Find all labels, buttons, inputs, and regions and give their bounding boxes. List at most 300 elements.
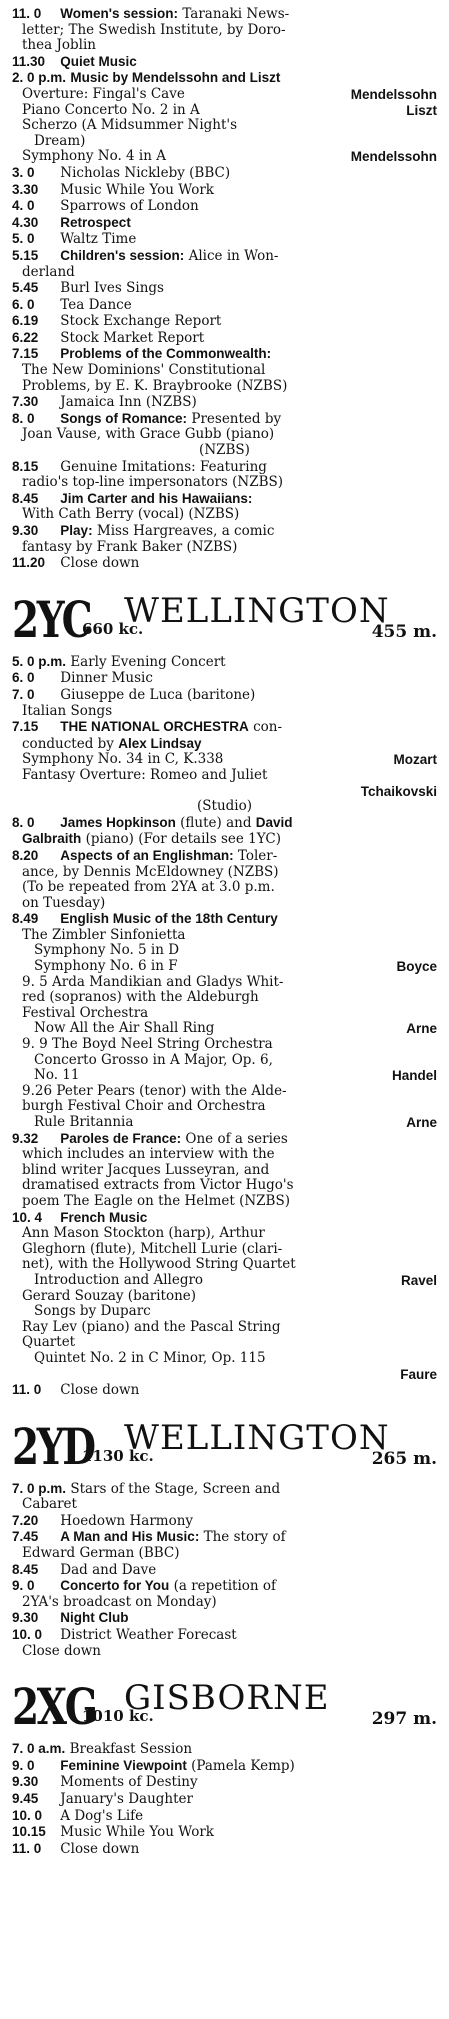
listing-line [12, 1021, 437, 1037]
listing-line-body [12, 1578, 276, 1594]
programme-text: burgh Festival Choir and Orchestra [22, 1099, 266, 1115]
programme-text: Stock Market Report [60, 329, 205, 346]
listing-line [12, 1644, 437, 1660]
listing-line [12, 555, 437, 572]
listing-time: 6.22 [12, 329, 39, 345]
listing-line-body [12, 1741, 192, 1757]
programme-text: Symphony No. 34 in C, K.338 [22, 752, 224, 768]
listing-line-body [34, 1021, 214, 1037]
listing-line [12, 134, 437, 150]
programme-text: Nicholas Nickleby (BBC) [60, 164, 231, 181]
listing-line-body [34, 1273, 203, 1289]
listing-line-body [22, 1595, 217, 1610]
listing-line-body [34, 1068, 79, 1084]
listing-line-body [12, 280, 164, 296]
listing-line [12, 523, 437, 540]
listing-time: 5.15 [12, 247, 39, 263]
listing-line [12, 103, 437, 119]
listing-line [12, 1481, 437, 1498]
programme-text: Close down [22, 1643, 102, 1659]
listing-line [12, 654, 437, 671]
listing-line [12, 1741, 437, 1758]
programme-text: Symphony No. 6 in F [34, 959, 178, 975]
listing-line [12, 280, 437, 297]
programme-text: thea Joblin [22, 38, 96, 54]
listing-line [12, 831, 437, 848]
listing-line [12, 1273, 437, 1289]
listing-line [12, 313, 437, 330]
listing-line-body [34, 1053, 273, 1068]
listing-line-body [22, 38, 96, 53]
composer-name: Mendelssohn [350, 86, 437, 102]
listing-line [12, 346, 437, 363]
listing-line [12, 87, 437, 103]
listing-time: 10.15 [12, 1824, 46, 1840]
listing-line-body [12, 911, 278, 927]
listing-time: 7.30 [12, 394, 39, 410]
listing-line [12, 1610, 437, 1627]
listing-line [12, 815, 437, 832]
listing-line [12, 990, 437, 1006]
programme-text: Music While You Work [60, 1824, 214, 1841]
listing-line-body [12, 815, 293, 831]
listing-line-body [12, 491, 252, 507]
listing-line-body [22, 1242, 282, 1257]
listing-line-body [34, 1115, 133, 1131]
programme-text: Giuseppe de Luca (baritone) [60, 686, 256, 703]
listing-time: 7. 0 p.m. [12, 1480, 67, 1496]
listing-line [12, 1808, 437, 1825]
listing-line [12, 1758, 437, 1775]
listing-line-body [22, 427, 274, 442]
listing-line-body [22, 1147, 275, 1162]
listing-line [12, 736, 437, 753]
listing-line [12, 1627, 437, 1644]
programme-title: Women's session: [60, 6, 179, 21]
listing-line-body [34, 959, 178, 975]
listing-line [12, 1320, 437, 1336]
programme-text: conducted by [22, 735, 114, 752]
station-city: WELLINGTON [124, 590, 390, 631]
programme-text: Piano Concerto No. 2 in A [22, 102, 200, 118]
listing-time: 8.45 [12, 1561, 39, 1577]
listing-line-body [12, 248, 278, 264]
programme-text: The New Dominions' Constitutional [22, 363, 266, 379]
listing-line [12, 394, 437, 411]
programme-title: Play: [60, 523, 93, 538]
listing-line-body [22, 540, 237, 555]
listing-line-body [12, 687, 255, 703]
programme-text: Concerto Grosso in A Major, Op. 6, [34, 1052, 273, 1068]
listing-line [12, 507, 437, 523]
listing-time: 2. 0 p.m. [12, 70, 67, 86]
programme-text: ance, by Dennis McEldowney (NZBS) [22, 864, 279, 880]
listing-line [12, 799, 437, 815]
listing-section-top [12, 6, 437, 572]
listing-line-body [22, 1320, 281, 1335]
listing-line [12, 1497, 437, 1513]
programme-text: (Studio) [197, 799, 252, 815]
listing-time: 7.20 [12, 1512, 39, 1528]
listing-line [12, 1304, 437, 1320]
listing-time: 8.15 [12, 458, 39, 474]
listing-line-body [22, 1546, 180, 1561]
station-call-sign: 2YC [12, 589, 91, 649]
programme-title: Concerto for You [60, 1578, 170, 1594]
listing-time: 9. 0 [12, 1578, 35, 1594]
listing-line-body [12, 1758, 295, 1774]
programme-text: The story of [203, 1529, 286, 1546]
listing-line [12, 1578, 437, 1595]
composer-name: Liszt [406, 102, 437, 118]
programme-title: Paroles de France: [60, 1130, 182, 1146]
listing-line-body [12, 1774, 198, 1790]
listing-section-2yd [12, 1481, 437, 1660]
listing-line-body [22, 1099, 266, 1114]
listing-line-body [12, 654, 226, 670]
listing-line [12, 880, 437, 896]
programme-text: Italian Songs [22, 703, 113, 719]
listing-line [12, 1068, 437, 1084]
listing-line-body [22, 149, 166, 165]
programme-text: With Cath Berry (vocal) (NZBS) [22, 507, 240, 523]
programme-title: English Music of the 18th Century [60, 911, 278, 927]
composer-name: Faure [400, 1366, 437, 1382]
programme-text: Burl Ives Sings [60, 280, 164, 297]
listing-time: 3. 0 [12, 164, 35, 180]
listing-line [12, 1367, 437, 1383]
listing-time: 8. 0 [12, 410, 35, 426]
listing-line-body [12, 1562, 156, 1578]
listing-line-body [22, 975, 283, 990]
listing-line [12, 1242, 437, 1258]
programme-text: letter; The Swedish Institute, by Doro- [22, 22, 286, 38]
programme-text: Overture: Fingal's Cave [22, 86, 185, 102]
programme-title: Jim Carter and his Hawaiians: [60, 490, 253, 506]
listing-line-body [22, 752, 223, 768]
programme-text: January's Daughter [60, 1791, 193, 1807]
programme-title: Galbraith [22, 831, 82, 847]
listing-line [12, 1178, 437, 1194]
listing-time: 7.15 [12, 346, 39, 362]
listing-line-body [12, 1481, 280, 1497]
composer-name: Ravel [400, 1272, 437, 1288]
programme-text: Dad and Dave [60, 1561, 157, 1578]
listing-line [12, 297, 437, 314]
station-city: WELLINGTON [124, 1417, 390, 1458]
listing-line [12, 670, 437, 687]
programme-title: A Man and His Music: [60, 1529, 200, 1545]
listing-time: 11. 0 [12, 1840, 42, 1856]
listing-line-body [22, 103, 200, 119]
listing-time: 6. 0 [12, 670, 35, 686]
listing-line-body [12, 313, 221, 329]
listing-line [12, 975, 437, 991]
programme-text: (a repetition of [173, 1578, 277, 1595]
composer-name: Arne [406, 1021, 437, 1037]
listing-time: 8.45 [12, 490, 39, 506]
listing-line-body [12, 330, 204, 346]
programme-text: net), with the Hollywood String Quartet [22, 1257, 296, 1273]
listing-line [12, 928, 437, 944]
programme-text: fantasy by Frank Baker (NZBS) [22, 539, 238, 555]
programme-title: Problems of the Commonwealth: [60, 346, 272, 362]
listing-line [12, 265, 437, 281]
listing-time: 3.30 [12, 181, 39, 197]
listing-line-body [12, 670, 153, 686]
listing-line [12, 959, 437, 975]
listing-line-body [22, 1335, 75, 1350]
listing-line [12, 1131, 437, 1148]
listing-line [12, 6, 437, 23]
listing-line-body [12, 1627, 237, 1643]
listing-line [12, 1147, 437, 1163]
listing-time: 5. 0 [12, 231, 35, 247]
listing-line-body [12, 1382, 139, 1398]
programme-text: Cabaret [22, 1497, 77, 1513]
listing-line [12, 1257, 437, 1273]
listing-line [12, 149, 437, 165]
listing-time: 5.45 [12, 280, 39, 296]
listing-line-body [34, 1304, 151, 1319]
listing-line-body [12, 1841, 139, 1857]
listing-line-body [22, 23, 286, 38]
listing-time: 9.30 [12, 1774, 39, 1790]
listing-line-body [22, 1194, 290, 1209]
programme-text: Introduction and Allegro [34, 1272, 204, 1288]
programme-text: Symphony No. 4 in A [22, 149, 166, 165]
listing-section-2yc [12, 654, 437, 1399]
station-call-sign: 2XG [12, 1677, 96, 1737]
programme-text: Tea Dance [60, 296, 132, 313]
listing-line-body [22, 990, 259, 1005]
listing-line-body [22, 865, 279, 880]
listing-line-body [22, 87, 185, 103]
listing-line-body [34, 134, 85, 149]
listing-time: 11.20 [12, 555, 46, 571]
listing-line [12, 896, 437, 912]
listing-line [12, 459, 437, 476]
listing-line-body [22, 1257, 296, 1272]
listing-line [12, 1824, 437, 1841]
programme-text: A Dog's Life [60, 1807, 144, 1824]
listing-line-body [12, 215, 131, 231]
listing-line-body [22, 1289, 196, 1304]
programme-text: Joan Vause, with Grace Gubb (piano) [22, 427, 275, 443]
programme-text: (NZBS) [199, 443, 250, 459]
listing-line-body [22, 475, 283, 490]
programme-text: Festival Orchestra [22, 1005, 149, 1021]
programme-title: Children's session: [60, 247, 185, 263]
programme-text: 9. 9 The Boyd Neel String Orchestra [22, 1037, 273, 1053]
programme-text: Ann Mason Stockton (harp), Arthur [22, 1226, 265, 1242]
station-header-2xg [12, 1677, 437, 1737]
listing-line [12, 1529, 437, 1546]
composer-name: Handel [391, 1068, 437, 1084]
listing-line-body [12, 70, 280, 86]
listing-line-body [12, 1210, 147, 1226]
station-wavelength: 455 m. [371, 621, 437, 642]
programme-text: red (sopranos) with the Aldeburgh [22, 990, 259, 1006]
programme-text: blind writer Jacques Lusseyran, and [22, 1162, 270, 1178]
listing-line [12, 943, 437, 959]
listing-line-body [12, 411, 281, 427]
programme-text: (piano) (For details see 1YC) [85, 831, 282, 848]
listing-line [12, 363, 437, 379]
programme-text: Close down [60, 555, 140, 572]
listing-line [12, 1546, 437, 1562]
composer-name: Mozart [393, 752, 437, 768]
programme-text: Quintet No. 2 in C Minor, Op. 115 [34, 1350, 266, 1366]
programme-text: Gerard Souzay (baritone) [22, 1288, 197, 1304]
programme-text: derland [22, 264, 75, 280]
listing-line [12, 491, 437, 508]
listing-line-body [197, 799, 252, 814]
listing-line [12, 1053, 437, 1069]
listing-time: 8.49 [12, 911, 39, 927]
programme-text: Edward German (BBC) [22, 1546, 180, 1562]
programme-text: Dream) [34, 133, 86, 149]
listing-line-body [34, 1351, 266, 1366]
programme-text: which includes an interview with the [22, 1147, 275, 1163]
listing-line [12, 215, 437, 232]
listing-line [12, 1226, 437, 1242]
listing-line-body [22, 704, 112, 719]
programme-title: Music by Mendelssohn and Liszt [70, 70, 281, 86]
listing-line-body [34, 943, 179, 958]
listing-line-body [199, 443, 250, 458]
listing-line-body [12, 54, 137, 70]
programme-text: Scherzo (A Midsummer Night's [22, 118, 238, 134]
listing-line [12, 198, 437, 215]
programme-text: Fantasy Overture: Romeo and Juliet [22, 767, 268, 783]
listing-line-body [12, 1610, 129, 1626]
listing-line [12, 1194, 437, 1210]
programme-text: Stars of the Stage, Screen and [70, 1480, 281, 1497]
composer-name: Arne [406, 1115, 437, 1130]
listing-line [12, 1841, 437, 1858]
programme-text: Problems, by E. K. Braybrooke (NZBS) [22, 378, 288, 394]
listing-line-body [12, 198, 199, 214]
listing-line [12, 23, 437, 39]
listing-line [12, 1006, 437, 1022]
listing-line [12, 1084, 437, 1100]
programme-text: Hoedown Harmony [60, 1512, 194, 1529]
programme-name: David [255, 814, 293, 830]
composer-name: Tchaikovski [360, 783, 437, 799]
programme-text: 9. 5 Arda Mandikian and Gladys Whit- [22, 974, 284, 990]
listing-line-body [22, 1226, 265, 1241]
listing-line [12, 330, 437, 347]
listing-time: 7. 0 [12, 686, 35, 702]
listing-time: 10. 0 [12, 1807, 43, 1823]
programme-title: Songs of Romance: [60, 410, 188, 426]
listing-line [12, 411, 437, 428]
programme-title: French Music [60, 1209, 148, 1225]
station-city: GISBORNE [124, 1678, 330, 1719]
listing-line [12, 1562, 437, 1579]
listing-line [12, 443, 437, 459]
listing-line [12, 865, 437, 881]
programme-text: Moments of Destiny [60, 1774, 198, 1791]
listing-line [12, 687, 437, 704]
listing-line-body [12, 459, 267, 475]
listing-line-body [22, 1178, 294, 1193]
listing-line-body [22, 928, 185, 943]
listing-line-body [12, 848, 277, 864]
listing-line-body [12, 165, 230, 181]
programme-text: Songs by Duparc [34, 1304, 151, 1320]
listing-line [12, 704, 437, 720]
listing-line-body [12, 297, 132, 313]
programme-text: 9.26 Peter Pears (tenor) with the Alde- [22, 1083, 287, 1099]
programme-text: Music While You Work [60, 181, 214, 198]
listing-time: 9.32 [12, 1130, 39, 1146]
listing-time: 11. 0 [12, 6, 42, 21]
programme-text: Symphony No. 5 in D [34, 943, 180, 959]
listing-line [12, 248, 437, 265]
listing-time: 10. 4 [12, 1209, 43, 1225]
listing-line-body [12, 1131, 288, 1147]
programme-title: Feminine Viewpoint [60, 1757, 187, 1773]
programme-text: No. 11 [34, 1068, 80, 1084]
programme-text: Dinner Music [60, 670, 153, 687]
listing-line [12, 1163, 437, 1179]
listing-time: 6.19 [12, 313, 39, 329]
programme-name: Alex Lindsay [118, 735, 202, 751]
listing-line [12, 54, 437, 71]
programme-text: Alice in Won- [188, 247, 279, 264]
listing-line [12, 1351, 437, 1367]
listing-line-body [22, 1497, 77, 1512]
listing-line-body [22, 1006, 148, 1021]
listing-line-body [22, 265, 75, 280]
listing-line-body [22, 736, 201, 752]
station-wavelength: 297 m. [371, 1709, 437, 1730]
programme-text: 2YA's broadcast on Monday) [22, 1594, 217, 1610]
station-wavelength: 265 m. [371, 1448, 437, 1469]
listing-line [12, 1382, 437, 1399]
listing-time: 8. 0 [12, 814, 35, 830]
programme-text: Taranaki News- [182, 6, 290, 22]
listing-line [12, 1210, 437, 1227]
listing-line [12, 1513, 437, 1530]
listing-line [12, 1037, 437, 1053]
listing-line [12, 38, 437, 54]
listing-line-body [12, 523, 274, 539]
listing-line-body [12, 346, 271, 362]
listing-line-body [12, 1791, 193, 1807]
listing-time: 11. 0 [12, 1382, 42, 1398]
programme-text: (flute) and [180, 814, 252, 831]
programme-text: Close down [60, 1382, 140, 1399]
listing-time: 7.15 [12, 719, 39, 735]
listing-time: 9. 0 [12, 1757, 35, 1773]
listing-line [12, 911, 437, 928]
listing-line [12, 427, 437, 443]
programme-text: Presented by [191, 410, 282, 427]
programme-text: dramatised extracts from Victor Hugo's [22, 1178, 294, 1194]
listing-time: 5. 0 p.m. [12, 653, 67, 669]
listing-time: 8.20 [12, 847, 39, 863]
programme-text: Jamaica Inn (NZBS) [60, 394, 197, 411]
listing-line [12, 70, 437, 87]
listing-line-body [22, 363, 265, 378]
programme-text: Toler- [237, 847, 278, 864]
listing-line [12, 1335, 437, 1351]
listing-line-body [22, 1163, 269, 1178]
programme-text: Sparrows of London [60, 198, 199, 215]
